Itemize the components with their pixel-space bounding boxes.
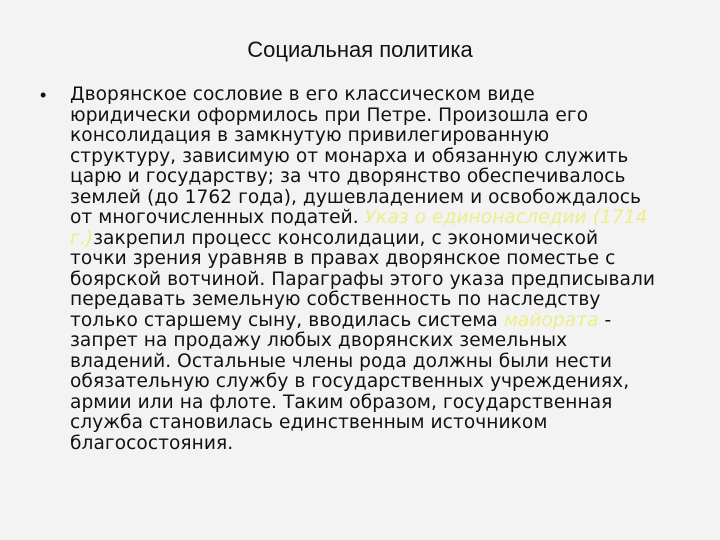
- body-paragraph: [70, 85, 660, 454]
- paragraph-text-part-3: - запрет на продажу любых дворянских земельных владений. Остальные члены рода должны были нести обязательную службу в государственных учреждениях, армии или на флоте. Таким образом, государственная служба становилась единственным источником благосостояния.: [70, 309, 630, 454]
- decree-year: (1714 г.): [70, 207, 648, 249]
- bullet-icon: •: [40, 85, 47, 105]
- decree-name: Указ о единонаследии: [358, 207, 587, 228]
- paragraph-text-part-2: закрепил процесс консолидации, с экономической точки зрения уравняв в правах дворянское поместье с боярской вотчиной. Параграфы этого указа предписывали передавать земельную собственность по наследству только старшему сыну, вводилась система: [70, 227, 656, 331]
- slide-title: Социальная политика: [247, 37, 473, 62]
- paragraph-text-part-1: Дворянское сословие в его классическом виде юридически оформилось при Петре. Произошла его консолидация в замкнутую привилегированную структуру, зависимую от монарха и обязанную служить царю и государству; за что дворянство обеспечивалось землей (до 1762 года), душевладением и освобождалось от многочисленных податей.: [70, 84, 642, 228]
- majorat-term: майората: [497, 309, 599, 331]
